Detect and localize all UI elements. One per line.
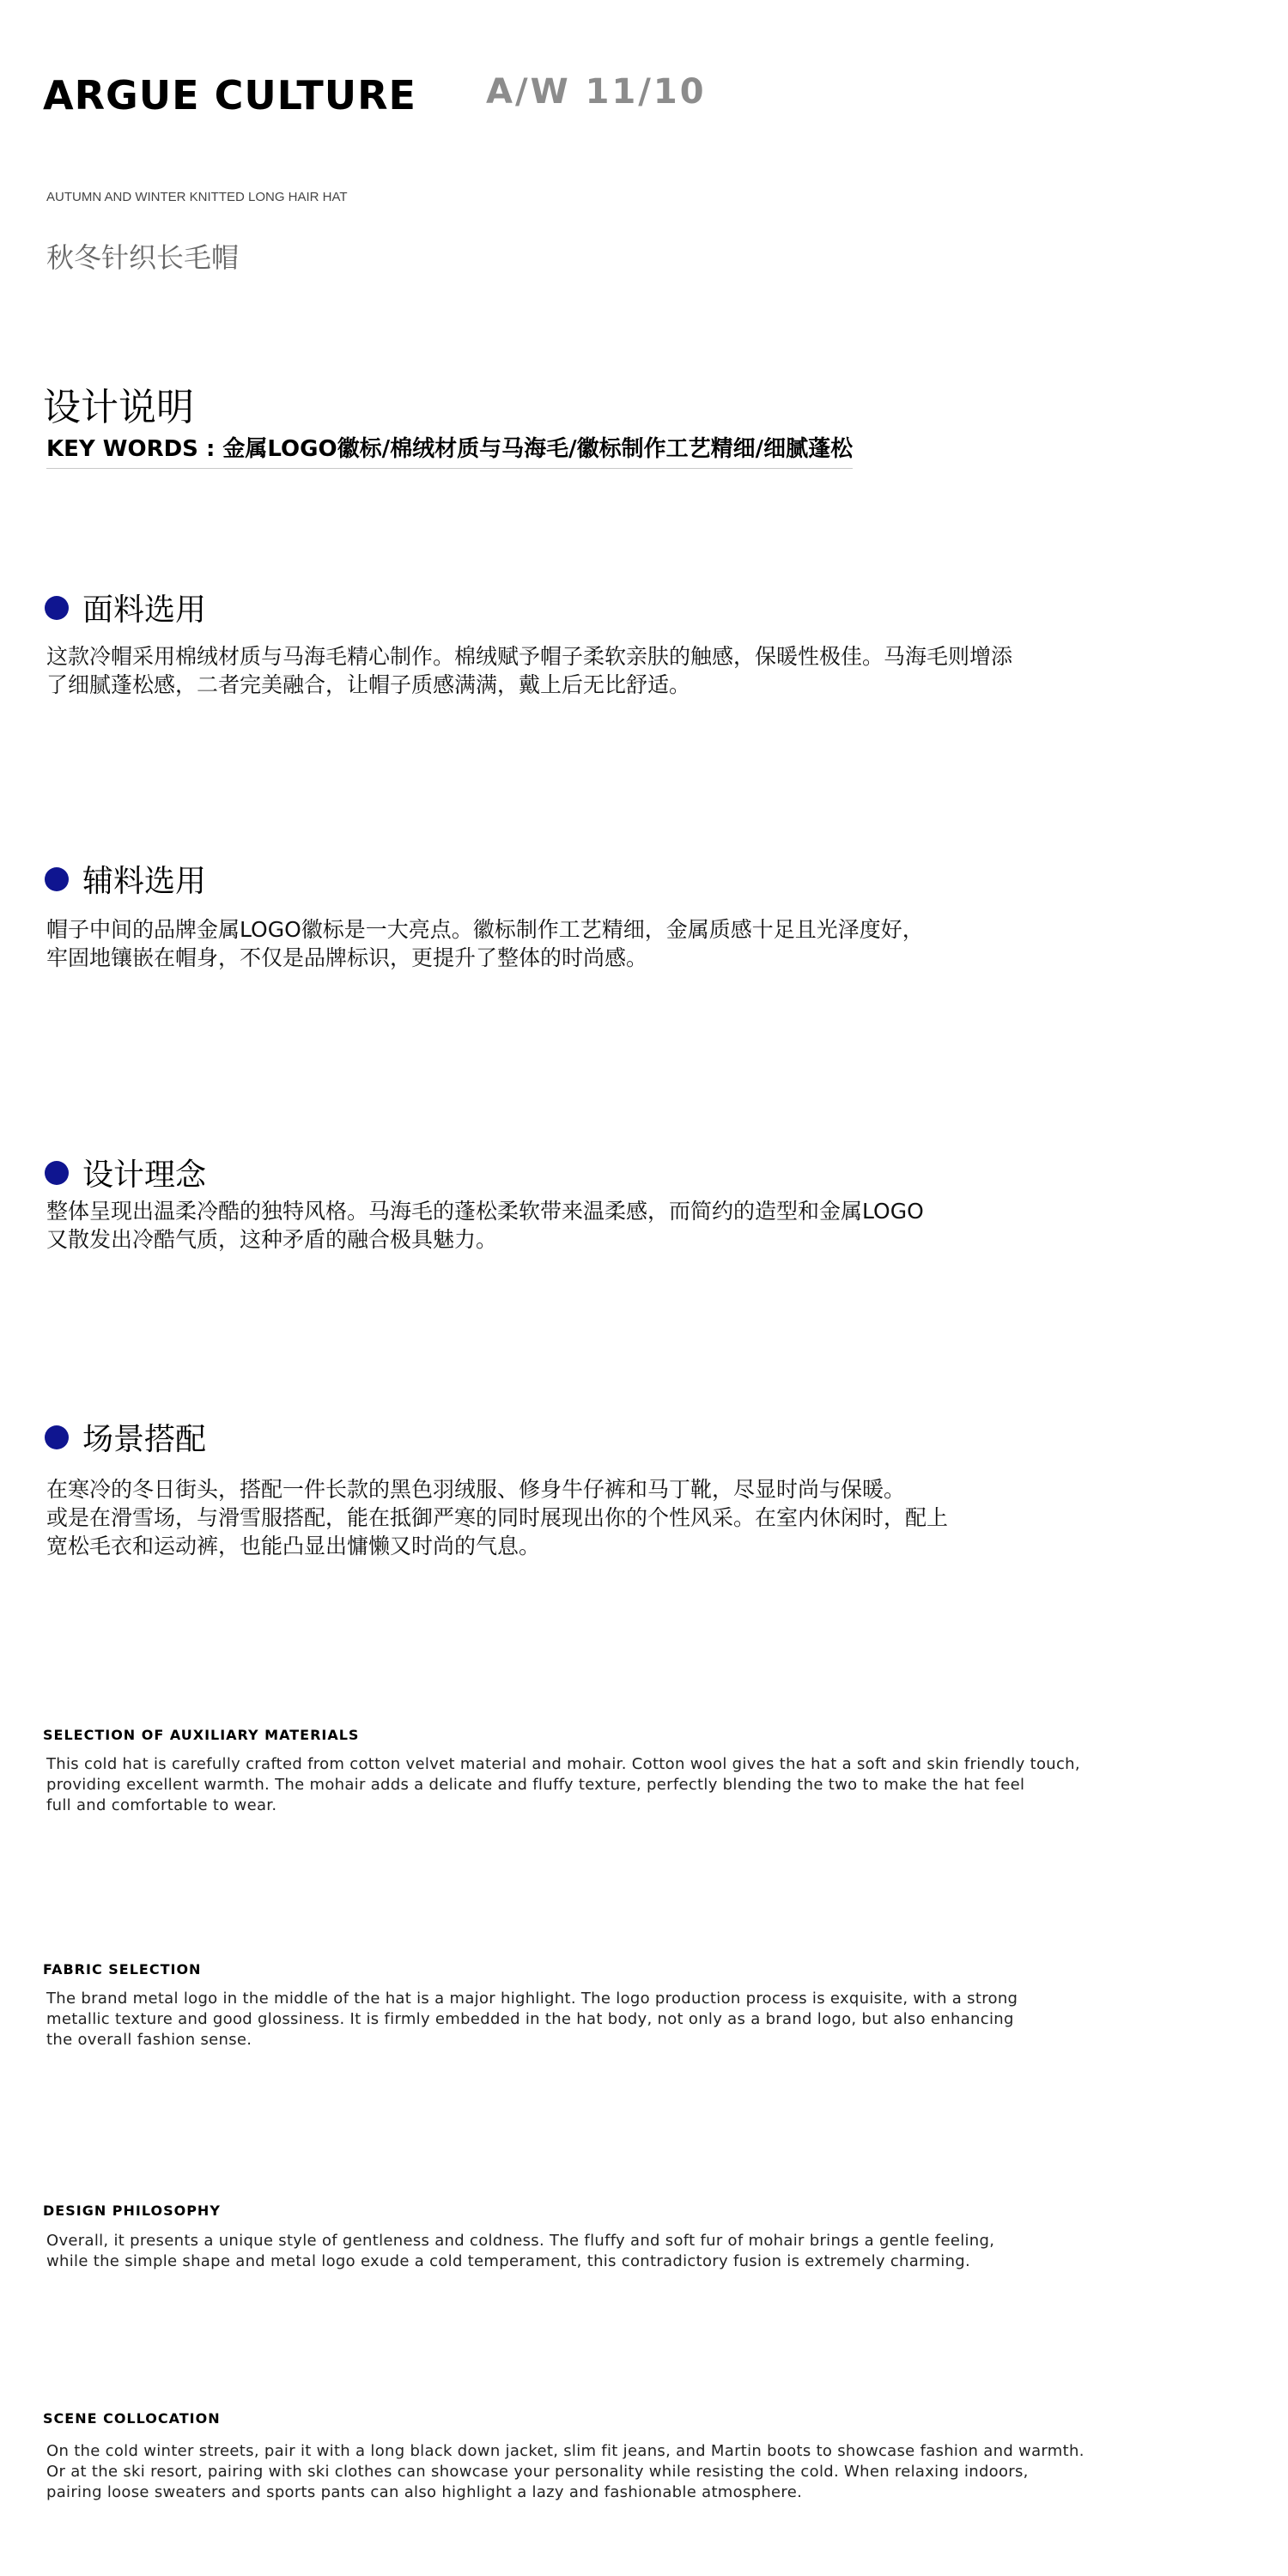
body-line: full and comfortable to wear. [46, 1796, 277, 1814]
body-line: On the cold winter streets, pair it with a long black down jacket, slim fit jeans, and Martin boots to showcase fashion and warmth. [46, 2442, 1084, 2460]
section-cn-philosophy-heading [45, 1151, 206, 1194]
design-notes-heading: 设计说明 [43, 386, 194, 429]
section-en-fabric-body [46, 1989, 1266, 2050]
body-line: 又散发出冷酷气质，这种矛盾的融合极具魅力。 [46, 1227, 498, 1252]
body-line: Overall, it presents a unique style of gentleness and coldness. The fluffy and soft fur of mohair brings a gentle feeling, [46, 2232, 995, 2250]
subtitle-english: AUTUMN AND WINTER KNITTED LONG HAIR HAT [46, 190, 348, 204]
bullet-dot-icon [45, 596, 69, 620]
section-cn-title: 设计理念 [82, 1157, 207, 1193]
section-cn-title: 面料选用 [82, 592, 207, 628]
body-line: providing excellent warmth. The mohair adds a delicate and fluffy texture, perfectly blending the two to make the hat feel [46, 1776, 1025, 1794]
section-en-philosophy-heading: DESIGN PHILOSOPHY [43, 2202, 221, 2219]
body-line: 了细腻蓬松感，二者完美融合，让帽子质感满满，戴上后无比舒适。 [46, 672, 691, 697]
section-cn-title: 辅料选用 [82, 864, 207, 899]
season-label: A/W 11/10 [486, 72, 707, 112]
body-line: pairing loose sweaters and sports pants can also highlight a lazy and fashionable atmosphere. [46, 2483, 803, 2501]
body-line: 整体呈现出温柔冷酷的独特风格。马海毛的蓬松柔软带来温柔感，而简约的造型和金属LOGO [46, 1199, 924, 1224]
body-line: Or at the ski resort, pairing with ski clothes can showcase your personality while resisting the cold. When relaxing indoors, [46, 2463, 1029, 2481]
subtitle-chinese: 秋冬针织长毛帽 [46, 241, 240, 274]
body-line: 牢固地镶嵌在帽身，不仅是品牌标识，更提升了整体的时尚感。 [46, 945, 648, 970]
bullet-dot-icon [45, 1161, 69, 1185]
section-cn-auxiliary-heading [45, 857, 206, 901]
body-line: 宽松毛衣和运动裤，也能凸显出慵懒又时尚的气息。 [46, 1534, 541, 1558]
section-cn-auxiliary-body [46, 915, 1266, 972]
section-cn-scene-body [46, 1475, 1266, 1560]
brand-title: ARGUE CULTURE [43, 72, 416, 118]
section-cn-scene-heading [45, 1415, 206, 1459]
section-cn-title: 场景搭配 [82, 1422, 207, 1457]
bullet-dot-icon [45, 867, 69, 891]
body-line: the overall fashion sense. [46, 2031, 252, 2049]
body-line: 帽子中间的品牌金属LOGO徽标是一大亮点。徽标制作工艺精细，金属质感十足且光泽度好， [46, 917, 924, 942]
section-en-philosophy-body [46, 2231, 1266, 2272]
bullet-dot-icon [45, 1425, 69, 1449]
body-line: while the simple shape and metal logo exude a cold temperament, this contradictory fusion is extremely charming. [46, 2252, 971, 2270]
section-en-scene-heading: SCENE COLLOCATION [43, 2410, 221, 2427]
section-cn-fabric-heading [45, 586, 206, 629]
section-cn-philosophy-body [46, 1197, 1266, 1254]
body-line: 这款冷帽采用棉绒材质与马海毛精心制作。棉绒赋予帽子柔软亲肤的触感，保暖性极佳。马海毛则增添 [46, 644, 1013, 669]
section-cn-fabric-body [46, 642, 1266, 699]
body-line: metallic texture and good glossiness. It is firmly embedded in the hat body, not only as a brand logo, but also enhancing [46, 2010, 1014, 2028]
section-en-fabric-heading: FABRIC SELECTION [43, 1961, 202, 1978]
body-line: The brand metal logo in the middle of the hat is a major highlight. The logo production process is exquisite, with a strong [46, 1990, 1018, 2008]
section-en-auxiliary-heading: SELECTION OF AUXILIARY MATERIALS [43, 1727, 360, 1743]
body-line: 在寒冷的冬日街头，搭配一件长款的黑色羽绒服、修身牛仔裤和马丁靴，尽显时尚与保暖。 [46, 1477, 906, 1502]
keywords-line: KEY WORDS : 金属LOGO徽标/棉绒材质与马海毛/徽标制作工艺精细/细腻蓬松 [46, 431, 853, 469]
body-line: This cold hat is carefully crafted from cotton velvet material and mohair. Cotton wool gives the hat a soft and skin friendly touch, [46, 1755, 1080, 1773]
section-en-scene-body [46, 2441, 1266, 2503]
section-en-auxiliary-body [46, 1754, 1266, 1816]
body-line: 或是在滑雪场，与滑雪服搭配，能在抵御严寒的同时展现出你的个性风采。在室内休闲时，配上 [46, 1505, 949, 1530]
